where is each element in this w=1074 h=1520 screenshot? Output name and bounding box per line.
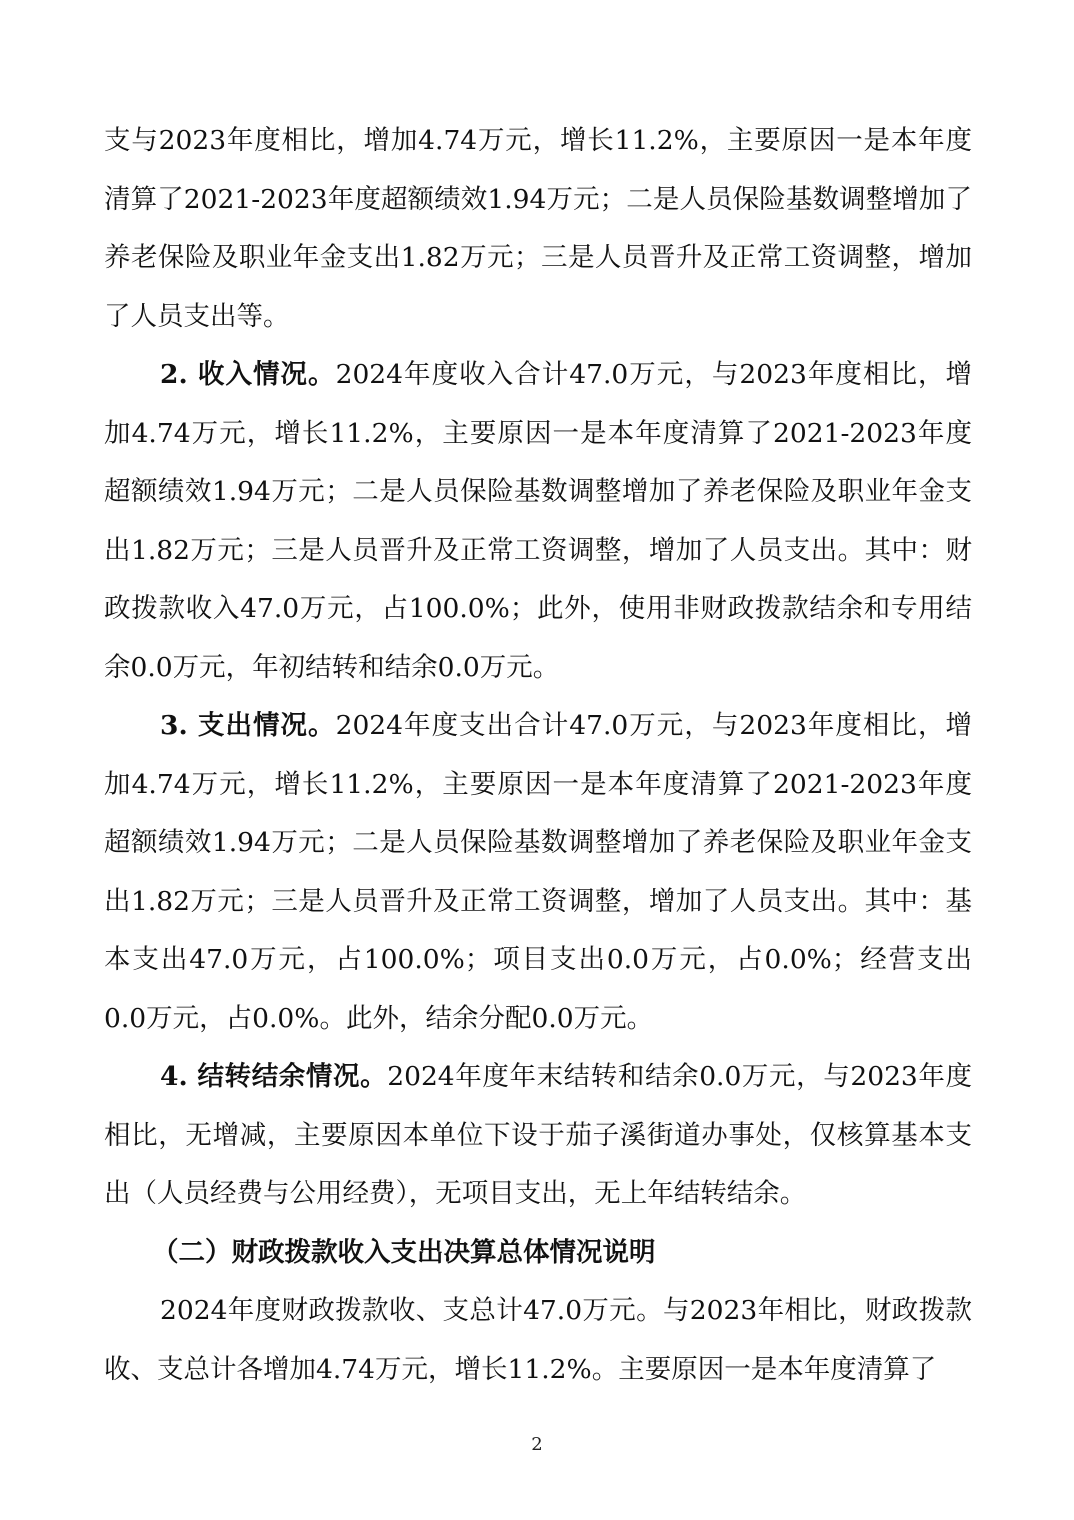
income-paragraph [104, 346, 972, 697]
income-heading: 2. 收入情况。 [160, 359, 336, 390]
expenditure-paragraph [104, 697, 972, 1048]
continuation-text: 支与2023年度相比，增加4.74万元，增长11.2%，主要原因一是本年度清算了2021-2023年度超额绩效1.94万元；二是人员保险基数调整增加了养老保险及职业年金支出1.82万元；三是人员晋升及正常工资调整，增加了人员支出等。 [104, 125, 972, 332]
carryover-paragraph [104, 1048, 972, 1224]
section-text: 2024年度财政拨款收、支总计47.0万元。与2023年相比，财政拨款收、支总计各增加4.74万元，增长11.2%。主要原因一是本年度清算了 [104, 1295, 972, 1385]
section-paragraph [104, 1282, 972, 1399]
carryover-text: 2024年度年末结转和结余0.0万元，与2023年度相比，无增减，主要原因本单位下设于茄子溪街道办事处，仅核算基本支出（人员经费与公用经费），无项目支出，无上年结转结余。 [104, 1061, 972, 1209]
document-page [104, 112, 972, 1399]
expenditure-text: 2024年度支出合计47.0万元，与2023年度相比，增加4.74万元，增长11.2%，主要原因一是本年度清算了2021-2023年度超额绩效1.94万元；二是人员保险基数调整增加了养老保险及职业年金支出1.82万元；三是人员晋升及正常工资调整，增加了人员支出。其中：基本支出47.0万元，占100.0%；项目支出0.0万元，占0.0%；经营支出0.0万元，占0.0%。此外，结余分配0.0万元。 [104, 710, 973, 1034]
carryover-heading: 4. 结转结余情况。 [160, 1061, 388, 1092]
section-heading: （二）财政拨款收入支出决算总体情况说明 [152, 1236, 656, 1268]
expenditure-heading: 3. 支出情况。 [160, 710, 336, 741]
income-text: 2024年度收入合计47.0万元，与2023年度相比，增加4.74万元，增长11.2%，主要原因一是本年度清算了2021-2023年度超额绩效1.94万元；二是人员保险基数调整增加了养老保险及职业年金支出1.82万元；三是人员晋升及正常工资调整，增加了人员支出。其中：财政拨款收入47.0万元，占100.0%；此外，使用非财政拨款结余和专用结余0.0万元，年初结转和结余0.0万元。 [104, 359, 973, 683]
page-number: 2 [531, 1434, 543, 1455]
continuation-paragraph [104, 112, 972, 346]
